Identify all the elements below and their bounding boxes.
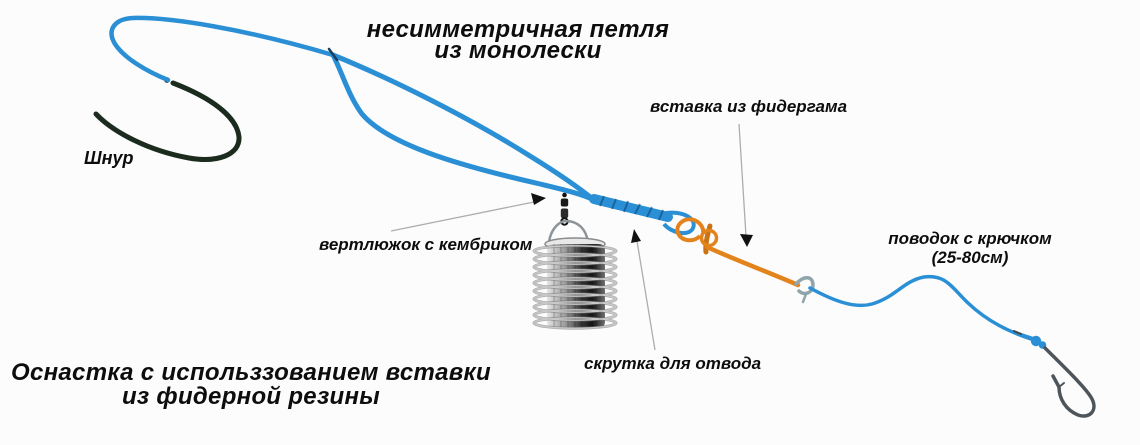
arrowhead — [531, 193, 546, 205]
label-leader-line-1: поводок с крючком — [888, 229, 1052, 248]
twist-section — [594, 196, 668, 220]
caption-line-2: из фидерной резины — [121, 383, 381, 410]
main-line — [112, 18, 333, 80]
diagram-caption — [8, 361, 494, 409]
title-line-1: несимметричная петля — [366, 16, 670, 43]
feeder-cage-icon — [534, 221, 616, 328]
arrowhead — [631, 229, 641, 243]
pointer-insert — [739, 124, 753, 247]
pointer-swivel — [391, 193, 546, 231]
label-twist: скрутка для отвода — [584, 354, 762, 373]
fishing-hook-icon — [1045, 348, 1094, 416]
caption-line-1: Оснастка с использзованием вставки — [11, 359, 491, 386]
label-leader-line-2: (25-80см) — [931, 248, 1009, 267]
label-swivel: вертлюжок с кембриком — [319, 235, 533, 254]
label-cord: Шнур — [84, 148, 134, 168]
asymmetric-loop — [329, 49, 594, 200]
pointer-twist — [631, 229, 655, 350]
title-line-2: из монолески — [434, 37, 602, 64]
label-insert: вставка из фидергама — [650, 97, 848, 116]
diagram-title — [340, 16, 696, 64]
leader-line — [810, 277, 1031, 339]
label-leader — [878, 229, 1062, 267]
arrowhead — [740, 234, 753, 247]
